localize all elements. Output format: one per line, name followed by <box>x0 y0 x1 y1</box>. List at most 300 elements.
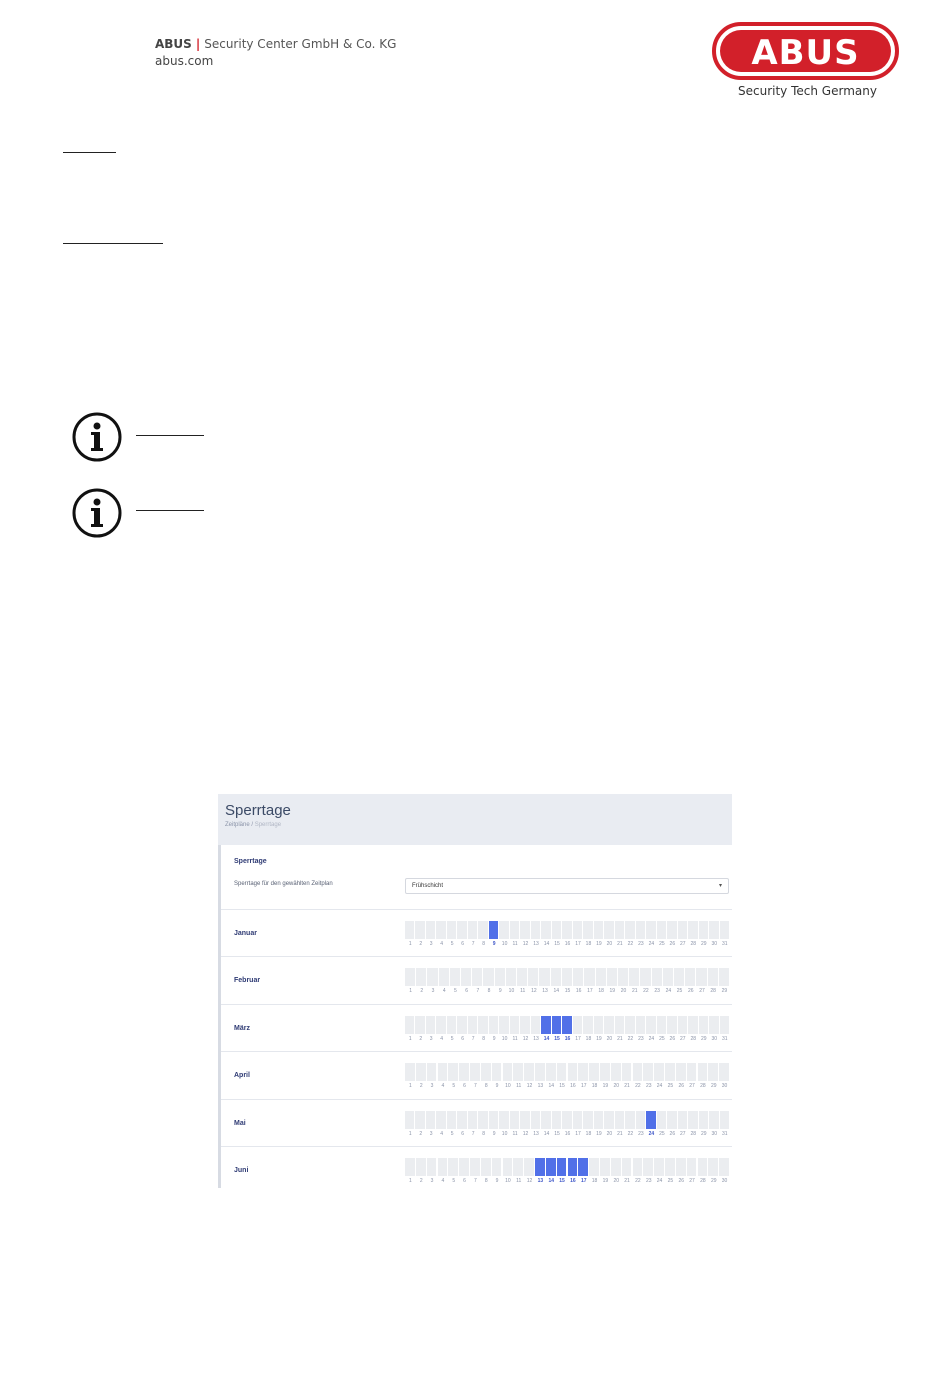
day-number: 30 <box>721 1083 728 1090</box>
day-cell[interactable] <box>510 1016 520 1034</box>
day-cell[interactable] <box>513 1158 524 1176</box>
day-cell[interactable] <box>499 921 509 939</box>
panel-header <box>218 794 732 845</box>
caret-down-icon: ▾ <box>718 883 722 889</box>
day-number: 26 <box>669 1035 676 1042</box>
day-cell[interactable] <box>492 1158 503 1176</box>
info-underline-2 <box>136 510 204 511</box>
day-number: 11 <box>512 941 518 947</box>
day-number: 13 <box>542 988 548 995</box>
day-number: 30 <box>711 941 718 947</box>
sperrtage-panel <box>218 794 732 1188</box>
day-cell[interactable] <box>687 1158 698 1176</box>
day-cell[interactable] <box>506 968 517 986</box>
day-cell-blocked[interactable] <box>535 1158 546 1176</box>
day-cell[interactable] <box>573 1016 583 1034</box>
day-cell[interactable] <box>646 1016 656 1034</box>
day-number: 16 <box>575 988 582 995</box>
day-cell[interactable] <box>618 968 629 986</box>
day-cell[interactable] <box>667 1016 677 1034</box>
day-cell[interactable] <box>405 968 416 986</box>
day-cell[interactable] <box>531 1111 541 1129</box>
day-number: 2 <box>419 1083 423 1090</box>
day-number: 9 <box>498 988 502 995</box>
day-cell[interactable] <box>720 921 730 939</box>
day-number: 20 <box>606 1035 613 1042</box>
day-cell[interactable] <box>611 1158 622 1176</box>
day-number: 5 <box>450 1035 454 1042</box>
day-number: 13 <box>533 1130 539 1137</box>
day-number: 20 <box>613 1083 620 1090</box>
day-cell[interactable] <box>708 968 719 986</box>
day-cell[interactable] <box>450 968 461 986</box>
day-cell[interactable] <box>646 921 656 939</box>
day-cell[interactable] <box>535 1063 546 1081</box>
day-cell[interactable] <box>636 1016 646 1034</box>
day-cell[interactable] <box>448 1063 459 1081</box>
day-cell[interactable] <box>594 921 604 939</box>
day-cell[interactable] <box>678 1016 688 1034</box>
day-number: 15 <box>559 1083 565 1090</box>
day-cell[interactable] <box>633 1158 644 1176</box>
day-cell[interactable] <box>665 1158 676 1176</box>
day-number: 2 <box>419 941 423 947</box>
day-number: 24 <box>648 941 655 947</box>
day-number: 10 <box>505 1083 511 1090</box>
day-cell[interactable] <box>415 1111 425 1129</box>
day-cell[interactable] <box>568 1063 579 1081</box>
day-number: 13 <box>537 1083 544 1090</box>
day-number: 16 <box>570 1178 576 1184</box>
day-cell[interactable] <box>678 1111 688 1129</box>
day-cell[interactable] <box>481 1063 492 1081</box>
day-number: 23 <box>638 1035 644 1042</box>
day-cell[interactable] <box>528 968 539 986</box>
day-cell[interactable] <box>708 1158 719 1176</box>
day-cell[interactable] <box>470 1158 481 1176</box>
day-cell[interactable] <box>709 1111 719 1129</box>
day-cell[interactable] <box>427 1063 438 1081</box>
day-number: 18 <box>585 941 592 947</box>
day-cell[interactable] <box>562 968 573 986</box>
month-name: Januar <box>234 930 257 937</box>
day-cell-blocked[interactable] <box>546 1158 557 1176</box>
day-number: 26 <box>678 1178 685 1184</box>
day-number: 27 <box>680 941 686 947</box>
day-cell[interactable] <box>674 968 685 986</box>
day-cell[interactable] <box>652 968 663 986</box>
day-cell[interactable] <box>678 921 688 939</box>
day-number: 28 <box>690 1035 697 1042</box>
month-name: Februar <box>234 977 261 985</box>
day-cell[interactable] <box>573 921 583 939</box>
day-cell[interactable] <box>698 1158 709 1176</box>
day-cell[interactable] <box>520 1016 530 1034</box>
day-number: 2 <box>419 1035 423 1042</box>
day-cell[interactable] <box>654 1158 665 1176</box>
day-cell[interactable] <box>699 1016 709 1034</box>
day-number: 30 <box>711 1130 718 1137</box>
day-number: 11 <box>520 988 526 995</box>
day-number: 31 <box>721 1035 728 1042</box>
day-cell[interactable] <box>427 968 438 986</box>
day-cell[interactable] <box>483 968 494 986</box>
day-cell[interactable] <box>622 1063 633 1081</box>
day-number: 25 <box>659 1130 665 1137</box>
day-cell[interactable] <box>447 921 457 939</box>
day-cell[interactable] <box>468 921 478 939</box>
day-cell[interactable] <box>405 1158 416 1176</box>
day-cell[interactable] <box>607 968 618 986</box>
day-cell[interactable] <box>562 1111 572 1129</box>
day-cell[interactable] <box>438 1158 449 1176</box>
day-cell[interactable] <box>470 1063 481 1081</box>
day-number: 8 <box>482 941 485 947</box>
day-cell[interactable] <box>468 1016 478 1034</box>
day-number: 19 <box>602 1083 609 1090</box>
day-cell[interactable] <box>510 921 520 939</box>
day-cell-blocked[interactable] <box>562 1016 572 1034</box>
day-cell[interactable] <box>416 1063 427 1081</box>
day-cell[interactable] <box>573 1111 583 1129</box>
day-number: 29 <box>721 988 728 995</box>
day-cell[interactable] <box>583 1016 593 1034</box>
day-number: 12 <box>526 1178 533 1184</box>
day-cell[interactable] <box>643 1063 654 1081</box>
day-cell[interactable] <box>459 1158 470 1176</box>
day-cell[interactable] <box>457 1016 467 1034</box>
day-cell-blocked[interactable] <box>578 1158 589 1176</box>
day-cell[interactable] <box>676 1158 687 1176</box>
day-number: 3 <box>429 1130 433 1137</box>
day-cell[interactable] <box>583 921 593 939</box>
day-number: 12 <box>522 1035 529 1042</box>
day-number: 10 <box>508 988 515 995</box>
day-cell[interactable] <box>551 968 562 986</box>
day-cell[interactable] <box>481 1158 492 1176</box>
day-number: 24 <box>648 1035 655 1042</box>
day-cell[interactable] <box>688 1111 698 1129</box>
day-cell[interactable] <box>665 1063 676 1081</box>
day-cell[interactable] <box>415 921 425 939</box>
day-cell[interactable] <box>447 1016 457 1034</box>
day-number: 15 <box>554 941 560 947</box>
day-cell[interactable] <box>657 921 667 939</box>
day-cell[interactable] <box>640 968 651 986</box>
company-name: Security Center GmbH & Co. KG <box>204 37 397 51</box>
day-cell[interactable] <box>676 1063 687 1081</box>
day-number: 16 <box>564 1035 571 1042</box>
day-cell[interactable] <box>439 968 450 986</box>
day-cell[interactable] <box>688 1016 698 1034</box>
month-row <box>221 1004 732 1052</box>
day-cell[interactable] <box>709 921 719 939</box>
day-number: 11 <box>516 1178 522 1184</box>
day-number: 24 <box>656 1178 663 1184</box>
day-cell[interactable] <box>629 968 640 986</box>
day-cell[interactable] <box>719 1063 730 1081</box>
day-cell[interactable] <box>719 968 730 986</box>
day-cell[interactable] <box>457 1111 467 1129</box>
day-cell[interactable] <box>709 1016 719 1034</box>
day-cell[interactable] <box>663 968 674 986</box>
day-cell[interactable] <box>468 1111 478 1129</box>
day-number: 21 <box>617 1130 623 1137</box>
day-cell[interactable] <box>457 921 467 939</box>
day-cell-blocked[interactable] <box>557 1158 568 1176</box>
day-cell[interactable] <box>448 1158 459 1176</box>
day-number: 19 <box>596 1035 602 1042</box>
day-cell[interactable] <box>541 921 551 939</box>
day-cell[interactable] <box>699 921 709 939</box>
day-number: 4 <box>442 988 446 995</box>
day-cell[interactable] <box>520 921 530 939</box>
day-number: 12 <box>522 941 529 947</box>
day-cell-blocked[interactable] <box>489 921 499 939</box>
day-cell-blocked[interactable] <box>646 1111 656 1129</box>
day-cell[interactable] <box>546 1063 557 1081</box>
day-number: 1 <box>409 1083 412 1090</box>
day-cell[interactable] <box>687 1063 698 1081</box>
day-cell[interactable] <box>596 968 607 986</box>
day-number: 23 <box>645 1083 652 1090</box>
day-cell[interactable] <box>720 1016 730 1034</box>
day-cell[interactable] <box>625 1016 635 1034</box>
day-cell[interactable] <box>499 1016 509 1034</box>
day-cell[interactable] <box>611 1063 622 1081</box>
day-number: 17 <box>575 1035 581 1042</box>
day-number: 1 <box>409 1178 412 1184</box>
day-number: 20 <box>620 988 627 995</box>
day-cell[interactable] <box>625 1111 635 1129</box>
day-cell[interactable] <box>552 1111 562 1129</box>
day-number: 9 <box>492 1130 496 1137</box>
day-cell[interactable] <box>685 968 696 986</box>
day-cell[interactable] <box>499 1111 509 1129</box>
day-number: 18 <box>585 1035 592 1042</box>
day-number: 25 <box>659 1035 665 1042</box>
day-number: 4 <box>441 1083 445 1090</box>
day-cell[interactable] <box>615 1111 625 1129</box>
day-cell[interactable] <box>604 1111 614 1129</box>
day-cell[interactable] <box>604 1016 614 1034</box>
day-number: 15 <box>554 1130 560 1137</box>
breadcrumb-separator: / <box>251 822 254 828</box>
info-icon <box>71 411 123 463</box>
day-cell[interactable] <box>657 1016 667 1034</box>
day-number: 1 <box>409 988 412 995</box>
schedule-select[interactable] <box>405 878 729 894</box>
day-cell[interactable] <box>478 1111 488 1129</box>
day-cell[interactable] <box>699 1111 709 1129</box>
day-cell[interactable] <box>708 1063 719 1081</box>
day-cell[interactable] <box>503 1158 514 1176</box>
day-cell[interactable] <box>562 921 572 939</box>
day-number: 6 <box>463 1178 466 1184</box>
day-number: 26 <box>678 1083 685 1090</box>
day-number: 21 <box>617 1035 623 1042</box>
day-cell[interactable] <box>478 1016 488 1034</box>
day-number: 19 <box>602 1178 609 1184</box>
day-cell[interactable] <box>719 1158 730 1176</box>
day-cell[interactable] <box>539 968 550 986</box>
day-cell[interactable] <box>531 921 541 939</box>
day-cell-blocked[interactable] <box>568 1158 579 1176</box>
day-cell[interactable] <box>720 1111 730 1129</box>
day-cell[interactable] <box>531 1016 541 1034</box>
day-cell[interactable] <box>438 1063 449 1081</box>
day-cell[interactable] <box>405 1111 415 1129</box>
day-cell[interactable] <box>524 1158 535 1176</box>
day-cell[interactable] <box>436 1016 446 1034</box>
day-cell[interactable] <box>405 1063 416 1081</box>
day-cell[interactable] <box>643 1158 654 1176</box>
day-cell[interactable] <box>573 968 584 986</box>
day-number: 29 <box>710 1178 717 1184</box>
day-cell[interactable] <box>478 921 488 939</box>
day-cell[interactable] <box>589 1158 600 1176</box>
day-number: 6 <box>461 1130 465 1137</box>
day-number: 18 <box>591 1178 598 1184</box>
day-number: 2 <box>420 988 424 995</box>
day-cell[interactable] <box>492 1063 503 1081</box>
breadcrumb-parent[interactable]: Zeitpläne <box>225 822 250 828</box>
day-cell[interactable] <box>541 1111 551 1129</box>
day-cell[interactable] <box>489 1016 499 1034</box>
day-number: 19 <box>596 941 602 947</box>
day-cell[interactable] <box>583 1111 593 1129</box>
day-number: 17 <box>580 1083 587 1090</box>
day-number: 26 <box>669 1130 676 1137</box>
day-cell[interactable] <box>696 968 707 986</box>
day-number: 4 <box>440 1035 444 1042</box>
day-cell[interactable] <box>625 921 635 939</box>
day-cell[interactable] <box>461 968 472 986</box>
day-cell[interactable] <box>416 968 427 986</box>
day-cell[interactable] <box>698 1063 709 1081</box>
day-number: 11 <box>512 1130 518 1137</box>
day-cell[interactable] <box>405 921 415 939</box>
day-cell[interactable] <box>667 921 677 939</box>
day-cell[interactable] <box>416 1158 427 1176</box>
day-number: 25 <box>667 1083 674 1090</box>
day-number: 14 <box>543 1130 550 1137</box>
section-title: Sperrtage <box>234 858 267 865</box>
day-cell[interactable] <box>584 968 595 986</box>
day-cell[interactable] <box>594 1016 604 1034</box>
day-cell[interactable] <box>654 1063 665 1081</box>
day-cell[interactable] <box>594 1111 604 1129</box>
info-icon <box>71 487 123 539</box>
day-cell[interactable] <box>589 1063 600 1081</box>
day-cell[interactable] <box>427 1158 438 1176</box>
day-number: 18 <box>598 988 604 995</box>
day-cell[interactable] <box>557 1063 568 1081</box>
day-number: 4 <box>440 941 444 947</box>
day-number: 7 <box>471 941 475 947</box>
day-cell[interactable] <box>495 968 506 986</box>
day-cell[interactable] <box>688 921 698 939</box>
day-cell[interactable] <box>517 968 528 986</box>
day-cell[interactable] <box>426 1016 436 1034</box>
day-number: 28 <box>700 1083 706 1090</box>
separator-bar: | <box>195 37 201 51</box>
day-cell[interactable] <box>667 1111 677 1129</box>
day-cell[interactable] <box>615 921 625 939</box>
company-line <box>155 37 396 51</box>
day-cell[interactable] <box>657 1111 667 1129</box>
day-cell[interactable] <box>520 1111 530 1129</box>
day-number: 21 <box>624 1083 630 1090</box>
day-number: 24 <box>656 1083 663 1090</box>
day-number: 31 <box>721 941 728 947</box>
day-number: 28 <box>690 1130 697 1137</box>
day-number: 23 <box>654 988 660 995</box>
day-number: 5 <box>450 1130 454 1137</box>
day-number: 7 <box>474 1083 477 1090</box>
day-cell[interactable] <box>405 1016 415 1034</box>
day-number: 4 <box>440 1130 444 1137</box>
day-number: 23 <box>638 1130 644 1137</box>
day-cell[interactable] <box>426 921 436 939</box>
day-number: 12 <box>526 1083 533 1090</box>
day-cell[interactable] <box>600 1158 611 1176</box>
info-underline-1 <box>136 435 204 436</box>
day-cell[interactable] <box>636 1111 646 1129</box>
day-number: 3 <box>431 988 435 995</box>
day-cell-blocked[interactable] <box>552 1016 562 1034</box>
day-cell[interactable] <box>524 1063 535 1081</box>
day-number: 1 <box>408 1130 412 1137</box>
day-number: 19 <box>596 1130 602 1137</box>
day-number: 28 <box>690 941 697 947</box>
day-cell-blocked[interactable] <box>541 1016 551 1034</box>
day-cell[interactable] <box>633 1063 644 1081</box>
day-number: 22 <box>627 1130 634 1137</box>
day-cell[interactable] <box>600 1063 611 1081</box>
day-cell[interactable] <box>426 1111 436 1129</box>
day-number: 11 <box>512 1035 518 1042</box>
company-brand: ABUS <box>155 37 192 51</box>
day-cell[interactable] <box>415 1016 425 1034</box>
day-cell[interactable] <box>636 921 646 939</box>
day-number: 27 <box>699 988 705 995</box>
day-cell[interactable] <box>578 1063 589 1081</box>
day-number: 26 <box>669 941 676 947</box>
day-cell[interactable] <box>622 1158 633 1176</box>
day-number: 22 <box>627 941 634 947</box>
day-number: 9 <box>495 1083 499 1090</box>
day-number: 2 <box>419 1178 423 1184</box>
day-number: 9 <box>492 1035 496 1042</box>
day-cell[interactable] <box>436 1111 446 1129</box>
day-cell[interactable] <box>489 1111 499 1129</box>
day-cell[interactable] <box>447 1111 457 1129</box>
day-cell[interactable] <box>510 1111 520 1129</box>
day-cell[interactable] <box>459 1063 470 1081</box>
day-number: 22 <box>635 1083 641 1090</box>
day-cell[interactable] <box>604 921 614 939</box>
day-cell[interactable] <box>513 1063 524 1081</box>
day-cell[interactable] <box>503 1063 514 1081</box>
day-number: 27 <box>689 1178 695 1184</box>
day-cell[interactable] <box>552 921 562 939</box>
day-cell[interactable] <box>472 968 483 986</box>
day-number: 8 <box>482 1035 485 1042</box>
day-cell[interactable] <box>615 1016 625 1034</box>
day-number: 20 <box>613 1178 620 1184</box>
day-cell[interactable] <box>436 921 446 939</box>
